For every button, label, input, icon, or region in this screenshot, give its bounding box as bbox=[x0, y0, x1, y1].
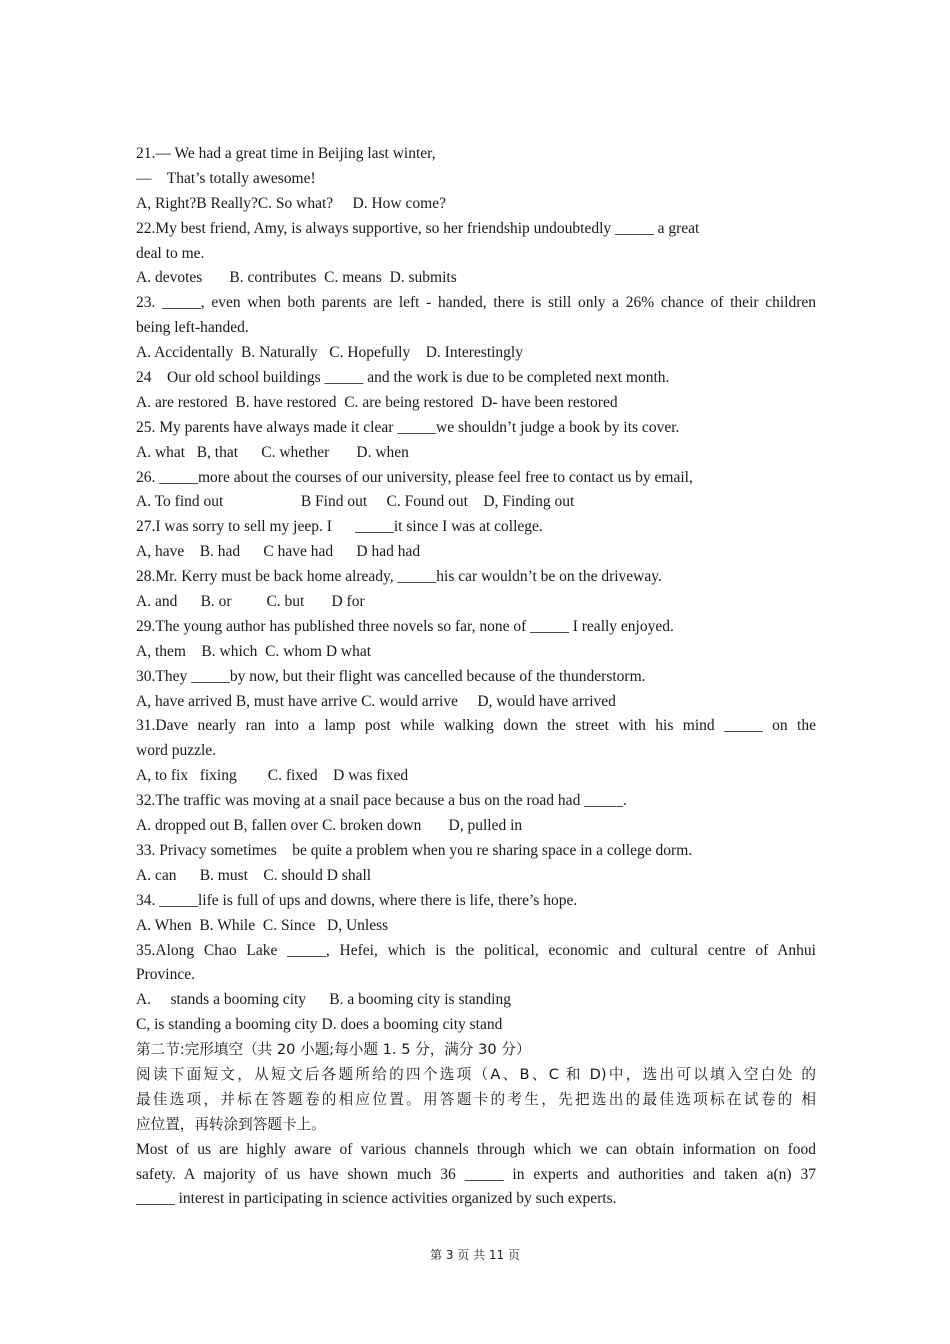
text-line: A. devotes B. contributes C. means D. submits bbox=[136, 269, 457, 287]
text-line: C, is standing a booming city D. does a booming city stand bbox=[136, 1016, 503, 1034]
text-line: safety. A majority of us have shown much 36 _____ in experts and authorities and taken a(n) 37 bbox=[136, 1165, 816, 1183]
text-line: — That’s totally awesome! bbox=[136, 169, 316, 187]
text-line: 29.The young author has published three novels so far, none of _____ I really enjoyed. bbox=[136, 617, 674, 635]
text-line: 22.My best friend, Amy, is always supportive, so her friendship undoubtedly _____ a great bbox=[136, 219, 700, 237]
text-line: A. are restored B. have restored C. are being restored D- have been restored bbox=[136, 393, 618, 411]
text-line: 35.Along Chao Lake _____, Hefei, which is the political, economic and cultural centre of Anhui bbox=[136, 941, 816, 959]
text-line: A. To find out B Find out C. Found out D, Finding out bbox=[136, 493, 575, 511]
text-line: being left-handed. bbox=[136, 319, 249, 337]
text-line: Most of us are highly aware of various channels through which we can obtain information on food bbox=[136, 1140, 816, 1158]
page-footer: 第 3 页 共 11 页 bbox=[430, 1248, 520, 1262]
text-line: A. When B. While C. Since D, Unless bbox=[136, 916, 389, 934]
text-line: 31.Dave nearly ran into a lamp post while walking down the street with his mind _____ on the bbox=[136, 717, 816, 735]
text-line: 26. _____more about the courses of our university, please feel free to contact us by email, bbox=[136, 468, 693, 486]
text-line: word puzzle. bbox=[136, 742, 217, 760]
text-line: 27.I was sorry to sell my jeep. I _____it since I was at college. bbox=[136, 518, 543, 536]
text-line: _____ interest in participating in science activities organized by such experts. bbox=[136, 1190, 617, 1208]
text-line: A, have B. had C have had D had had bbox=[136, 543, 421, 561]
text-line: 阅读下面短文，从短文后各题所给的四个选项（A、B、C 和 D)中，选出可以填入空白处 的 bbox=[136, 1065, 816, 1083]
text-line: A. stands a booming city B. a booming city is standing bbox=[136, 991, 511, 1009]
text-line: A, them B. which C. whom D what bbox=[136, 642, 372, 660]
text-line: 30.They _____by now, but their flight was cancelled because of the thunderstorm. bbox=[136, 667, 646, 685]
text-line: A. dropped out B, fallen over C. broken down D, pulled in bbox=[136, 817, 523, 835]
exam-text-body bbox=[136, 142, 816, 1212]
text-line: 34. _____life is full of ups and downs, where there is life, there’s hope. bbox=[136, 891, 578, 909]
text-line: 23. _____, even when both parents are left - handed, there is still only a 26% chance of their children bbox=[136, 294, 816, 312]
text-line: 32.The traffic was moving at a snail pace because a bus on the road had _____. bbox=[136, 792, 627, 810]
text-line: A, Right?B Really?C. So what? D. How come? bbox=[136, 194, 446, 212]
text-line: A, to fix fixing C. fixed D was fixed bbox=[136, 767, 409, 785]
text-line: 应位置，再转涂到答题卡上。 bbox=[136, 1115, 326, 1133]
text-line: A. Accidentally B. Naturally C. Hopefully D. Interestingly bbox=[136, 344, 523, 362]
text-line: Province. bbox=[136, 966, 195, 984]
text-line: A. can B. must C. should D shall bbox=[136, 866, 372, 884]
text-line: 24 Our old school buildings _____ and the work is due to be completed next month. bbox=[136, 369, 670, 387]
text-line: 33. Privacy sometimes be quite a problem when you re sharing space in a college dorm. bbox=[136, 841, 693, 859]
text-line: 21.— We had a great time in Beijing last winter, bbox=[136, 145, 436, 162]
text-line: 28.Mr. Kerry must be back home already, _____his car wouldn’t be on the driveway. bbox=[136, 568, 662, 586]
text-line: 最佳选项，并标在答题卷的相应位置。用答题卡的考生，先把选出的最佳选项标在试卷的 相 bbox=[136, 1090, 816, 1108]
text-line: 第二节:完形填空（共 20 小题;每小题 1. 5 分，满分 30 分） bbox=[136, 1041, 531, 1059]
text-line: A. what B, that C. whether D. when bbox=[136, 443, 409, 461]
text-line: A. and B. or C. but D for bbox=[136, 593, 365, 611]
text-line: A, have arrived B, must have arrive C. would arrive D, would have arrived bbox=[136, 692, 616, 710]
text-line: 25. My parents have always made it clear _____we shouldn’t judge a book by its cover. bbox=[136, 418, 680, 436]
text-line: deal to me. bbox=[136, 244, 205, 262]
